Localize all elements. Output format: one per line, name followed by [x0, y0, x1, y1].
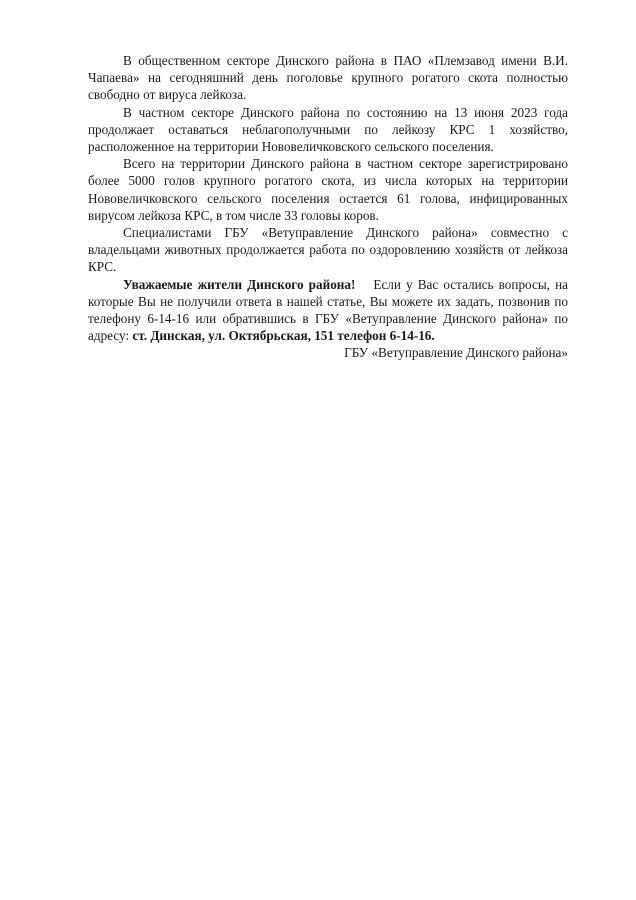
paragraph-specialists-work: Специалистами ГБУ «Ветуправление Динского района» совместно с владельцами животных продолжается работа по оздоровлению хозяйств от лейкоза КРС. — [88, 225, 568, 275]
residents-salutation: Уважаемые жители Динского района! — [123, 276, 356, 292]
contact-address-text: ст. Динская, ул. Октябрьская, 151 телефон 6-14-16. — [132, 328, 435, 344]
paragraph-cattle-statistics: Всего на территории Динского района в частном секторе зарегистрировано более 5000 голов крупного рогатого скота, из числа которых на территории Нововеличковского сельского поселения остается 61 голова, инфицированных вирусом лейкоза КРС, в том числе 33 головы коров. — [88, 156, 568, 223]
signature-organization: ГБУ «Ветуправление Динского района» — [344, 345, 568, 361]
paragraph-private-sector-status: В частном секторе Динского района по состоянию на 13 июня 2023 года продолжает оставаться неблагополучными по лейкозу КРС 1 хозяйство, расположенное на территории Нововеличковского сельского поселения. — [88, 104, 568, 155]
paragraph-residents-contact — [88, 276, 568, 345]
document-text-body — [88, 52, 568, 362]
contact-instructions-text: Если у Вас остались вопросы, на которые Вы не получили ответа в нашей статье, Вы можете их задать, позвонив по телефону 6-14-16 или обратившись в ГБУ «Ветуправление Динского района» по адресу: — [88, 276, 568, 344]
signature-line — [88, 344, 568, 361]
paragraph-public-sector: В общественном секторе Динского района в ПАО «Племзавод имени В.И. Чапаева» на сегодняшний день поголовье крупного рогатого скота полностью свободно от вируса лейкоза. — [88, 53, 568, 103]
